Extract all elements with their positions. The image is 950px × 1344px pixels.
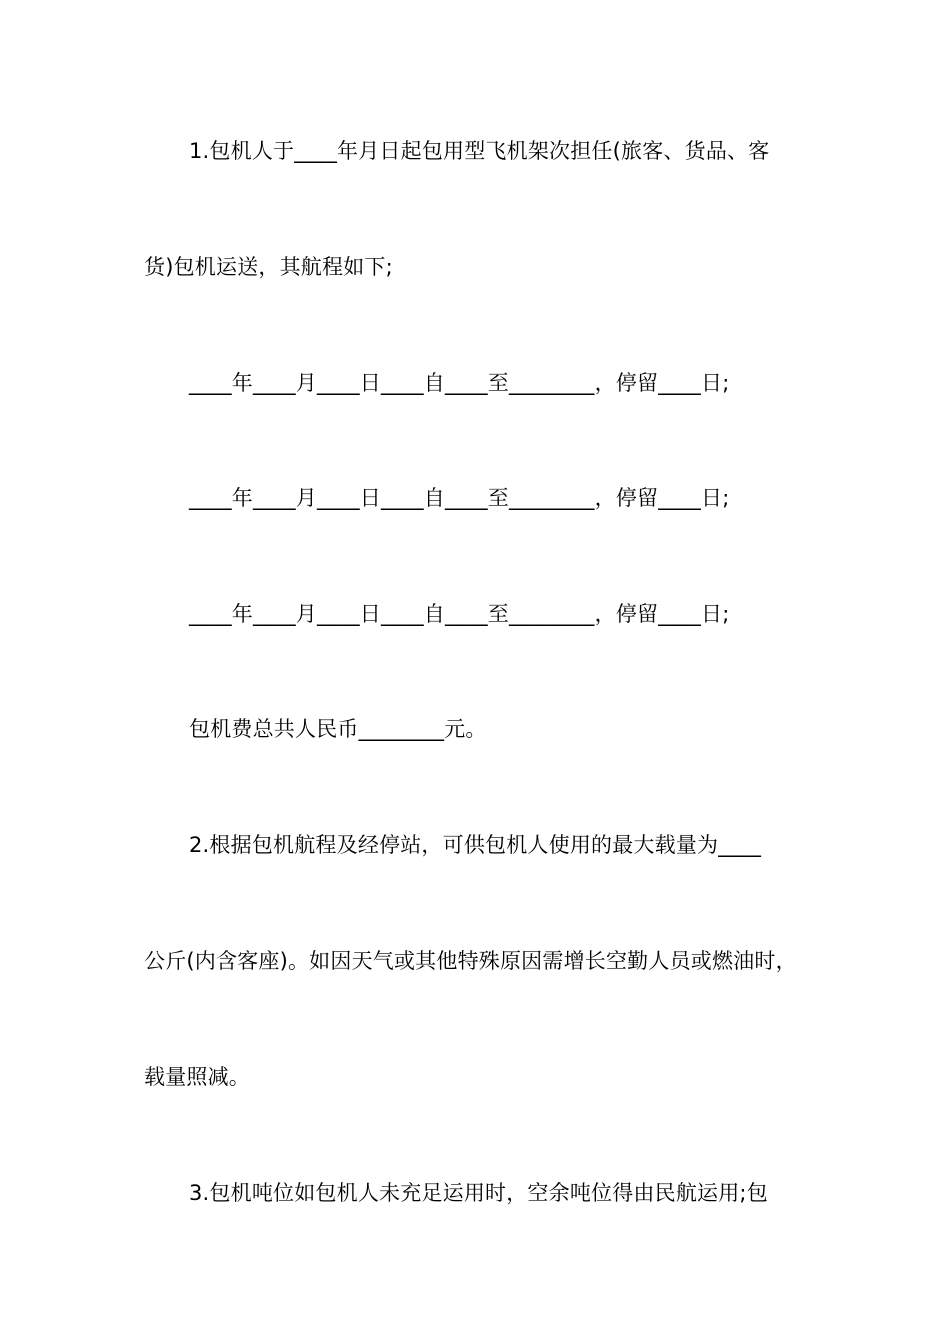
- clause-2-line-2: 公斤(内含客座)。如因天气或其他特殊原因需增长空勤人员或燃油时，: [144, 949, 797, 973]
- itinerary-row-3: ____年____月____日____自____至________，停留____日;: [189, 602, 730, 626]
- itinerary-row-2: ____年____月____日____自____至________，停留____日;: [189, 486, 730, 510]
- clause-2-line-1: 2.根据包机航程及经停站，可供包机人使用的最大载量为____: [189, 833, 762, 857]
- clause-2-line-3: 载量照减。: [144, 1065, 250, 1089]
- charter-fee-line: 包机费总共人民币________元。: [189, 717, 487, 741]
- clause-1-line-1: 1.包机人于____年月日起包用型飞机架次担任(旅客、货品、客: [189, 139, 770, 163]
- clause-3-line-1: 3.包机吨位如包机人未充足运用时，空余吨位得由民航运用;包: [189, 1181, 768, 1205]
- itinerary-row-1: ____年____月____日____自____至________，停留____日;: [189, 371, 730, 395]
- clause-1-line-2: 货)包机运送，其航程如下;: [144, 255, 393, 279]
